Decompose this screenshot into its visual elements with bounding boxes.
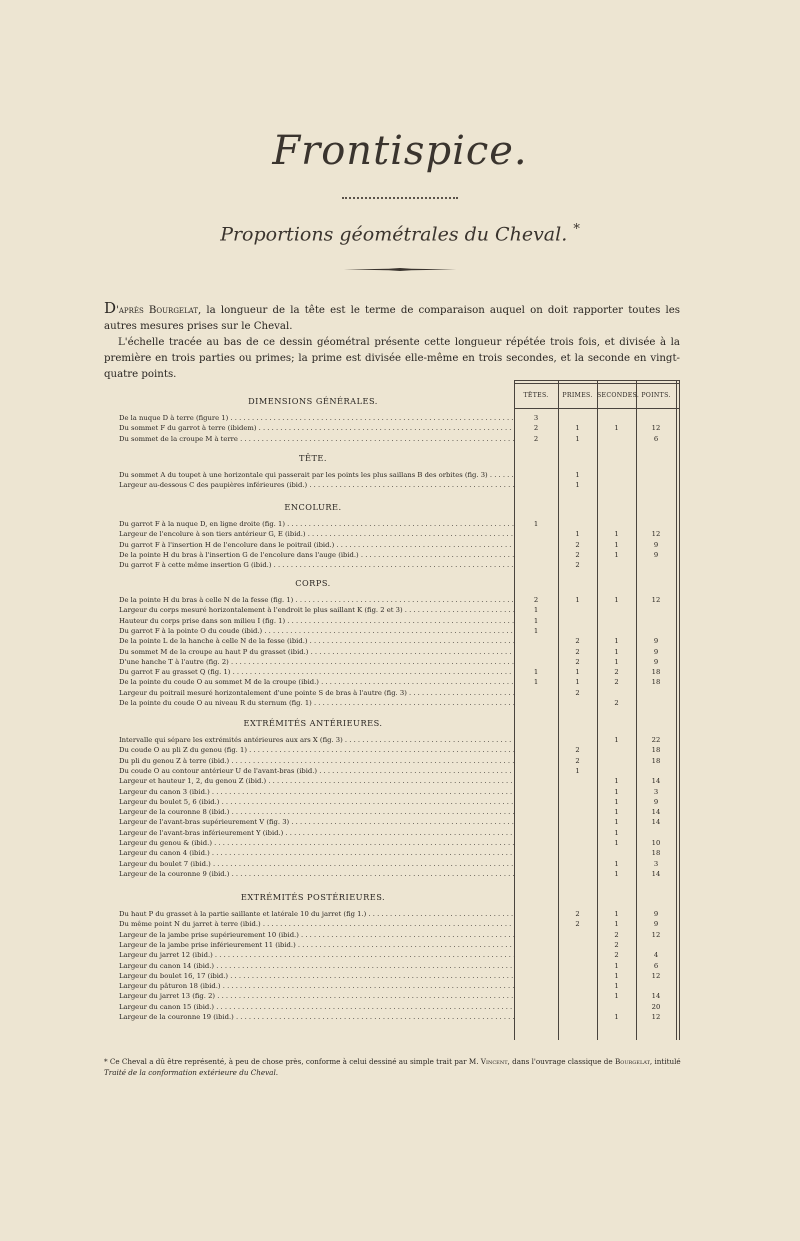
measurement-value: 9: [653, 797, 659, 806]
measurement-value: 1: [614, 910, 619, 918]
measurement-value: 2: [575, 540, 580, 549]
measurement-value: 1: [575, 766, 580, 775]
measurement-value: 2: [533, 424, 539, 433]
measurement-row-label: Largeur de la couronne 9 (ibid.) . . .: [119, 869, 514, 879]
column-header-secondes: SECONDES.: [597, 392, 640, 399]
measurement-value: 1: [614, 1013, 619, 1021]
measurement-row-label: Largeur du canon 3 (ibid.) . . .: [119, 787, 514, 797]
column-header-primes: PRIMES.: [562, 392, 593, 399]
measurement-value: 18: [651, 849, 661, 858]
measurement-value: 4: [653, 951, 659, 960]
measurement-value: 1: [575, 481, 580, 490]
measurement-value: 2: [575, 920, 580, 929]
section-heading: DIMENSIONS GÉNÉRALES.: [248, 396, 378, 406]
measurement-row-label: Du pli du genou Z à terre (ibid.) . . .: [119, 756, 514, 766]
footnote-name-bourgelat: Bourgelat,: [614, 1057, 653, 1066]
measurement-value: 18: [651, 756, 661, 765]
measurement-row-label: Largeur du canon 15 (ibid.) . . .: [119, 1002, 514, 1012]
measurement-value: 1: [614, 971, 619, 980]
measurement-row-label: Du garrot F à l'insertion H de l'encolure dans le poitrail (ibid.) . . .: [119, 540, 514, 550]
measurement-value: 2: [614, 951, 619, 960]
measurement-value: 1: [614, 992, 619, 1001]
measurement-row-label: Du sommet F du garrot à terre (ibidem) . . .: [119, 423, 514, 433]
measurement-value: 1: [533, 520, 539, 528]
measurement-value: 14: [651, 818, 661, 827]
measurement-value: 2: [614, 930, 619, 939]
measurement-value: 3: [653, 859, 659, 868]
footnote-text-3: intitulé: [652, 1057, 681, 1066]
measurement-value: 12: [651, 424, 661, 433]
measurement-row-label: Du coude O au pli Z du genou (fig. 1) . . .: [119, 745, 514, 755]
measurement-value: 9: [653, 657, 659, 666]
measurement-value: 1: [575, 471, 580, 479]
measurement-value: 1: [533, 606, 539, 615]
measurement-value: 12: [651, 971, 661, 980]
measurement-row-label: Largeur et hauteur 1, 2, du genou Z (ibid.) . . .: [119, 776, 514, 786]
measurement-value: 1: [614, 808, 619, 817]
measurement-value: 9: [653, 647, 659, 656]
column-header-tetes: TÊTES.: [523, 392, 549, 399]
measurement-value: 2: [575, 561, 580, 570]
measurement-value: 1: [614, 540, 619, 549]
measurement-value: 2: [575, 647, 580, 656]
page-title: Frontispice.: [272, 128, 528, 174]
footnote-name-vincent: Vincent,: [480, 1057, 510, 1066]
measurement-row-label: Largeur du jarret 12 (ibid.) . . .: [119, 950, 514, 960]
measurement-value: 14: [651, 808, 661, 817]
measurement-row-label: Intervalle qui sépare les extrémités antérieures aux ars X (fig. 3) . . .: [119, 735, 514, 745]
measurement-value: 1: [575, 596, 580, 604]
measurement-row-label: De la pointe H du bras à celle N de la fesse (fig. 1) . . .: [119, 595, 514, 605]
measurement-row-label: Du garrot F à la pointe O du coude (ibid.) . . .: [119, 626, 514, 636]
measurement-value: 2: [575, 688, 580, 697]
section-heading: CORPS.: [295, 578, 331, 588]
measurement-value: 9: [653, 637, 659, 646]
measurement-row-label: Largeur au-dessous C des paupières inférieures (ibid.) . . .: [119, 480, 514, 490]
footnote: [104, 1056, 684, 1078]
measurement-value: 12: [651, 530, 661, 539]
measurement-value: 1: [614, 828, 619, 837]
measurement-value: 2: [614, 678, 619, 687]
measurement-row-label: De la pointe du coude O au niveau R du sternum (fig. 1) . . .: [119, 698, 514, 708]
measurement-value: 1: [614, 736, 619, 744]
measurement-value: 1: [614, 777, 619, 786]
measurement-value: 2: [575, 746, 580, 755]
measurement-value: 2: [533, 434, 539, 443]
section-heading: EXTRÉMITÉS ANTÉRIEURES.: [243, 718, 383, 728]
measurement-value: 2: [575, 657, 580, 666]
measurement-value: 1: [614, 657, 619, 666]
measurement-row-label: Du garrot F à la nuque D, en ligne droite (fig. 1) . . .: [119, 519, 514, 529]
intro-paragraph-1-text: la longueur de la tête est le terme de comparaison auquel on doit rapporter toutes les autres mesures prises sur le Cheval.: [104, 305, 680, 332]
measurement-value: 2: [575, 756, 580, 765]
measurement-value: 9: [653, 910, 659, 918]
measurement-value: 9: [653, 920, 659, 929]
measurement-row-label: Largeur du pâturon 18 (ibid.) . . .: [119, 981, 514, 991]
section-heading: ENCOLURE.: [284, 502, 342, 512]
measurement-value: 1: [533, 626, 539, 635]
footnote-text-2: dans l'ouvrage classique de: [509, 1057, 615, 1066]
measurement-value: 9: [653, 550, 659, 559]
measurement-value: 22: [651, 736, 661, 744]
measurement-row-label: Du sommet de la croupe M à terre . . .: [119, 434, 514, 444]
measurement-row-label: Largeur de l'encolure à son tiers antérieur G, E (ibid.) . . .: [119, 529, 514, 539]
measurement-row-label: Largeur du canon 14 (ibid.) . . .: [119, 961, 514, 971]
measurement-value: 1: [575, 678, 580, 687]
measurement-row-label: D'une hanche T à l'autre (fig. 2) . . .: [119, 657, 514, 667]
measurement-value: 1: [614, 961, 619, 970]
measurement-value: 2: [575, 637, 580, 646]
measurement-value: 2: [614, 940, 619, 949]
measurement-row-label: Du garrot F à cette même insertion G (ibid.) . . .: [119, 560, 514, 570]
measurement-value: 1: [614, 424, 619, 433]
measurement-value: 18: [651, 746, 661, 755]
measurement-value: 1: [614, 530, 619, 539]
measurement-row-label: Largeur du corps mesuré horizontalement à l'endroit le plus saillant K (fig. 2 et 3) . . .: [119, 605, 514, 615]
measurement-row-label: Du sommet A du toupet à une horizontale qui passerait par les points les plus saillans B des orbites (fig. 3) . . .: [119, 470, 514, 480]
measurement-row-label: Largeur de l'avant-bras supérieurement V (fig. 3) . . .: [119, 817, 514, 827]
measurement-value: 12: [651, 930, 661, 939]
measurement-row-label: Du coude O au contour antérieur U de l'avant-bras (ibid.) . . .: [119, 766, 514, 776]
footnote-text-1: * Ce Cheval a dû être représenté, à peu de chose près, conforme à celui dessiné au simple trait par M.: [104, 1057, 481, 1066]
measurement-row-label: Largeur du boulet 5, 6 (ibid.) . . .: [119, 797, 514, 807]
measurement-value: 1: [614, 839, 619, 847]
measurement-value: 12: [651, 596, 661, 604]
measurement-value: 18: [651, 668, 661, 677]
intro-dropcap: D: [104, 299, 117, 317]
measurement-row-label: Du garrot F au grasset Q (fig. 1) . . .: [119, 667, 514, 677]
measurement-row-label: Largeur de la couronne 8 (ibid.) . . .: [119, 807, 514, 817]
measurement-value: 1: [533, 678, 539, 687]
measurement-row-label: Largeur du genou & (ibid.) . . .: [119, 838, 514, 848]
measurement-value: 1: [614, 859, 619, 868]
measurement-value: 12: [651, 1013, 661, 1021]
measurement-row-label: Largeur du poitrail mesuré horizontalement d'une pointe S de bras à l'autre (fig. 3) . . .: [119, 688, 514, 698]
measurement-value: 2: [614, 699, 619, 707]
subtitle-text: Proportions géométrales du Cheval.: [220, 223, 568, 246]
intro-paragraph-2: L'échelle tracée au bas de ce dessin géométral présente cette longueur répétée trois fois, et divisée à la première en trois parties ou primes; la prime est divisée elle-même en trois secondes, et la seconde en vingt-quatre points.: [104, 337, 680, 380]
footnote-work-title: Traité de la conformation extérieure du Cheval.: [104, 1068, 279, 1077]
measurement-row-label: De la pointe L de la hanche à celle N de la fesse (ibid.) . . .: [119, 636, 514, 646]
measurement-row-label: Hauteur du corps prise dans son milieu I (fig. 1) . . .: [119, 616, 514, 626]
measurement-row-label: Du sommet M de la croupe au haut P du grasset (ibid.) . . .: [119, 647, 514, 657]
measurement-row-label: Du même point N du jarret à terre (ibid.) . . .: [119, 919, 514, 929]
measurement-value: 1: [614, 787, 619, 796]
measurement-value: 1: [614, 550, 619, 559]
measurement-value: 1: [614, 982, 619, 991]
measurement-value: 6: [653, 961, 659, 970]
measurement-value: 1: [575, 530, 580, 539]
measurement-value: 6: [653, 434, 659, 443]
measurement-row-label: Largeur du canon 4 (ibid.) . . .: [119, 848, 514, 858]
measurement-row-label: Du haut P du grasset à la partie saillante et latérale 10 du jarret (fig 1.) . . .: [119, 909, 514, 919]
measurement-row-label: Largeur de l'avant-bras inférieurement Y (ibid.) . . .: [119, 828, 514, 838]
measurement-row-label: Largeur du boulet 7 (ibid.) . . .: [119, 859, 514, 869]
measurement-value: 1: [533, 616, 539, 625]
measurement-value: 1: [575, 668, 580, 677]
measurement-value: 14: [651, 992, 661, 1001]
measurement-row-label: Largeur de la jambe prise inférieurement 11 (ibid.) . . .: [119, 940, 514, 950]
measurement-row-label: Largeur de la couronne 19 (ibid.) . . .: [119, 1012, 514, 1022]
measurement-value: 14: [651, 869, 661, 878]
section-heading: TÊTE.: [299, 453, 327, 463]
measurement-value: 9: [653, 540, 659, 549]
measurement-row-label: De la pointe du coude O au sommet M de la croupe (ibid.) . . .: [119, 677, 514, 687]
intro-author: 'après Bourgelat,: [116, 305, 202, 316]
measurement-value: 20: [651, 1002, 661, 1011]
measurement-value: 1: [614, 797, 619, 806]
measurement-value: 2: [575, 550, 580, 559]
measurement-value: 1: [614, 869, 619, 878]
measurement-value: 1: [533, 668, 539, 677]
section-heading: EXTRÉMITÉS POSTÉRIEURES.: [240, 892, 386, 902]
measurement-row-label: Largeur du jarret 13 (fig. 2) . . .: [119, 991, 514, 1001]
measurement-value: 2: [533, 596, 539, 604]
measurement-row-label: Largeur du boulet 16, 17 (ibid.) . . .: [119, 971, 514, 981]
measurement-row-label: Largeur de la jambe prise supérieurement 10 (ibid.) . . .: [119, 930, 514, 940]
measurement-value: 1: [614, 920, 619, 929]
measurement-value: 1: [575, 424, 580, 433]
measurement-value: 10: [651, 839, 661, 847]
measurement-value: 14: [651, 777, 661, 786]
measurement-row-label: De la nuque D à terre (figure 1) . . .: [119, 413, 514, 423]
measurement-value: 1: [614, 637, 619, 646]
measurement-value: 18: [651, 678, 661, 687]
column-header-points: POINTS.: [641, 392, 671, 399]
measurement-value: 1: [614, 818, 619, 827]
measurement-value: 3: [653, 787, 659, 796]
measurement-value: 1: [614, 647, 619, 656]
measurement-value: 1: [575, 434, 580, 443]
measurement-row-label: De la pointe H du bras à l'insertion G de l'encolure dans l'auge (ibid.) . . .: [119, 550, 514, 560]
subtitle-footnote-mark: *: [573, 222, 580, 237]
measurement-value: 1: [614, 596, 619, 604]
measurement-value: 2: [575, 910, 580, 918]
measurement-value: 3: [533, 414, 539, 422]
measurement-value: 2: [614, 668, 619, 677]
